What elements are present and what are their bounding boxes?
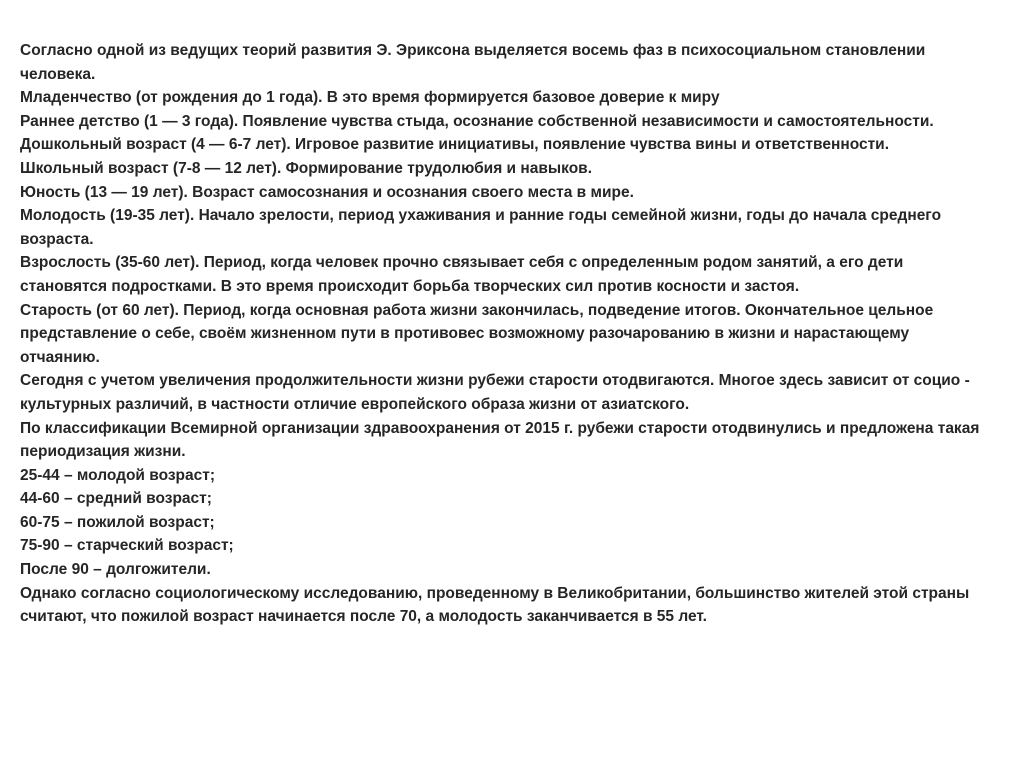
who-range-senile: 75-90 – старческий возраст; — [20, 537, 234, 555]
who-range-young: 25-44 – молодой возраст; — [20, 466, 216, 484]
stage-adolescence: Юность (13 — 19 лет). Возраст самосознания и осознания своего места в мире. — [20, 183, 634, 201]
who-range-middle: 44-60 – средний возраст; — [20, 490, 212, 508]
stage-early-childhood: Раннее детство (1 — 3 года). Появление чувства стыда, осознание собственной независимости и самостоятельности. — [20, 112, 934, 130]
stage-preschool: Дошкольный возраст (4 — 6-7 лет). Игровое развитие инициативы, появление чувства вины и ответственности. — [20, 136, 890, 154]
stage-infancy: Младенчество (от рождения до 1 года). В это время формируется базовое доверие к миру — [20, 89, 720, 107]
slide-text-body — [20, 39, 990, 629]
paragraph-uk-study: Однако согласно социологическому исследованию, проведенному в Великобритании, большинство жителей этой страны считают, что пожилой возраст начинается после 70, а молодость заканчивается в 55 лет. — [20, 584, 970, 626]
paragraph-who-classification: По классификации Всемирной организации здравоохранения от 2015 г. рубежи старости отодвинулись и предложена такая периодизация жизни. — [20, 419, 980, 461]
stage-old-age: Старость (от 60 лет). Период, когда основная работа жизни закончилась, подведение итогов. Окончательное цельное представление о себе, своём жизненном пути в противовес возможному разочарованию в жизни и нарастающему отчаянию. — [20, 301, 934, 366]
paragraph-aging-boundaries: Сегодня с учетом увеличения продолжительности жизни рубежи старости отодвигаются. Многое здесь зависит от социо - культурных различий, в частности отличие европейского образа жизни от азиатского. — [20, 372, 970, 413]
stage-adulthood: Взрослость (35-60 лет). Период, когда человек прочно связывает себя с определенным родом занятий, а его дети становятся подростками. В это время происходит борьба творческих сил против косности и застоя. — [20, 254, 904, 295]
who-range-elderly: 60-75 – пожилой возраст; — [20, 513, 215, 531]
who-range-longevity: После 90 – долгожители. — [20, 561, 211, 579]
stage-young-adulthood: Молодость (19-35 лет). Начало зрелости, период ухаживания и ранние годы семейной жизни, годы до начала среднего возраста. — [20, 207, 942, 248]
intro-paragraph: Согласно одной из ведущих теорий развития Э. Эриксона выделяется восемь фаз в психосоциальном становлении человека. — [20, 42, 926, 83]
stage-school-age: Школьный возраст (7-8 — 12 лет). Формирование трудолюбия и навыков. — [20, 159, 593, 177]
